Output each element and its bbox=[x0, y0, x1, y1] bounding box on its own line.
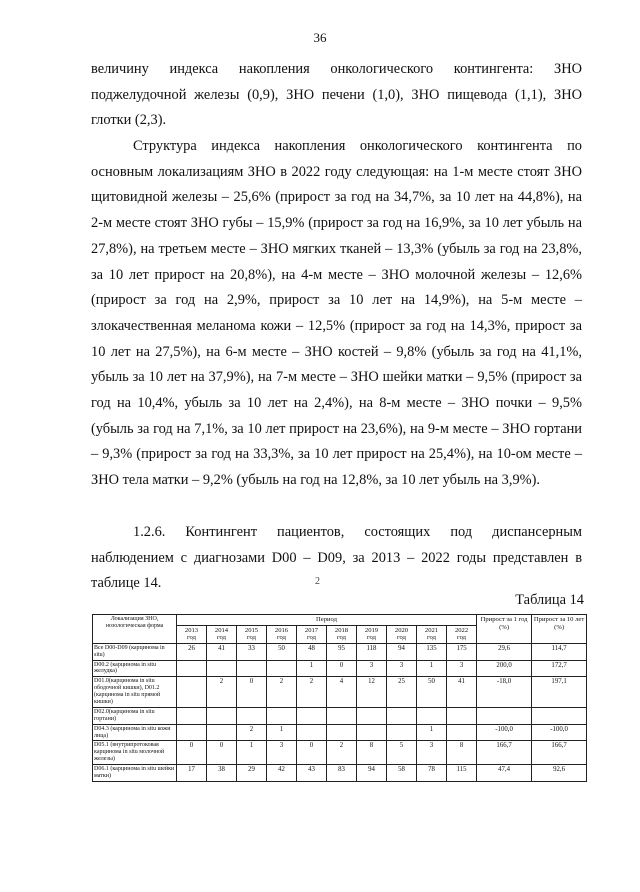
header-year-value: 2022 bbox=[454, 626, 469, 634]
header-year-suffix: год bbox=[216, 634, 226, 642]
row-location: D00.2 (карцинома in situ желудка) bbox=[93, 660, 177, 677]
row-year-value: 3 bbox=[447, 660, 477, 677]
row-year-value: 0 bbox=[207, 741, 237, 765]
row-growth-10y: 197,1 bbox=[532, 677, 587, 708]
row-growth-10y: 172,7 bbox=[532, 660, 587, 677]
row-growth-10y: 114,7 bbox=[532, 643, 587, 660]
header-year-value: 2016 bbox=[274, 626, 289, 634]
row-year-value bbox=[447, 724, 477, 741]
row-year-value: 135 bbox=[417, 643, 447, 660]
row-year-value bbox=[267, 660, 297, 677]
table-caption: Таблица 14 bbox=[515, 592, 584, 608]
row-year-value: 50 bbox=[267, 643, 297, 660]
row-year-value: 8 bbox=[447, 741, 477, 765]
header-growth-10y: Прирост за 10 лет (%) bbox=[532, 615, 587, 644]
header-year-suffix: год bbox=[366, 634, 376, 642]
row-year-value: 94 bbox=[357, 765, 387, 782]
row-year-value: 0 bbox=[177, 741, 207, 765]
row-location: D01.0(карцинома in situ ободочной кишки), D01.2 (карцинома in situ прямой кишки) bbox=[93, 677, 177, 708]
paragraph-3: 1.2.6. Контингент пациентов, состоящих под диспансерным наблюдением с диагнозами D00 – D09, за 2013 – 2022 годы представлен в таблице 14. bbox=[91, 524, 582, 592]
row-year-value: 38 bbox=[207, 765, 237, 782]
stray-mark: 2 bbox=[315, 576, 320, 587]
row-year-value: 95 bbox=[327, 643, 357, 660]
header-year-value: 2020 bbox=[394, 626, 409, 634]
row-year-value: 0 bbox=[327, 660, 357, 677]
header-year-value: 2013 bbox=[184, 626, 199, 634]
header-year bbox=[297, 625, 327, 643]
row-year-value: 2 bbox=[207, 677, 237, 708]
row-year-value: 41 bbox=[207, 643, 237, 660]
row-year-value bbox=[237, 660, 267, 677]
row-year-value bbox=[207, 660, 237, 677]
row-year-value: 1 bbox=[237, 741, 267, 765]
page-number: 36 bbox=[313, 30, 327, 45]
row-year-value bbox=[387, 724, 417, 741]
row-year-value: 78 bbox=[417, 765, 447, 782]
header-year-value: 2014 bbox=[214, 626, 229, 634]
row-growth-1y: 29,6 bbox=[477, 643, 532, 660]
row-year-value bbox=[207, 724, 237, 741]
row-year-value: 8 bbox=[357, 741, 387, 765]
header-year-value: 2018 bbox=[334, 626, 349, 634]
row-year-value: 50 bbox=[417, 677, 447, 708]
row-year-value bbox=[327, 707, 357, 724]
header-year bbox=[207, 625, 237, 643]
header-period: Период bbox=[177, 615, 477, 626]
table-row bbox=[93, 660, 587, 677]
row-year-value: 3 bbox=[417, 741, 447, 765]
table-row bbox=[93, 741, 587, 765]
row-year-value: 1 bbox=[417, 660, 447, 677]
row-year-value bbox=[447, 707, 477, 724]
row-year-value bbox=[357, 724, 387, 741]
row-year-value: 3 bbox=[387, 660, 417, 677]
row-growth-1y: -18,0 bbox=[477, 677, 532, 708]
row-year-value: 41 bbox=[447, 677, 477, 708]
row-year-value: 0 bbox=[297, 741, 327, 765]
table-header-row-1 bbox=[93, 615, 587, 626]
row-year-value: 1 bbox=[267, 724, 297, 741]
row-year-value bbox=[177, 724, 207, 741]
header-year-suffix: год bbox=[186, 634, 196, 642]
header-year-value: 2021 bbox=[424, 626, 439, 634]
row-year-value: 3 bbox=[267, 741, 297, 765]
row-year-value: 58 bbox=[387, 765, 417, 782]
header-year-value: 2019 bbox=[364, 626, 379, 634]
row-year-value: 2 bbox=[237, 724, 267, 741]
paragraph-1: величину индекса накопления онкологического контингента: ЗНО поджелудочной железы (0,9), ЗНО печени (1,0), ЗНО пищевода (1,1), ЗНО глотки (2,3). bbox=[91, 61, 582, 129]
row-year-value: 5 bbox=[387, 741, 417, 765]
row-year-value bbox=[177, 660, 207, 677]
row-growth-1y: 47,4 bbox=[477, 765, 532, 782]
row-growth-10y: 92,6 bbox=[532, 765, 587, 782]
header-year-value: 2017 bbox=[304, 626, 319, 634]
row-year-value: 4 bbox=[327, 677, 357, 708]
row-year-value bbox=[207, 707, 237, 724]
row-year-value bbox=[177, 677, 207, 708]
row-year-value: 33 bbox=[237, 643, 267, 660]
row-year-value bbox=[297, 724, 327, 741]
row-year-value: 26 bbox=[177, 643, 207, 660]
row-location: D05.1 (внутрипротоковая карцинома in situ молочной железы) bbox=[93, 741, 177, 765]
row-year-value: 2 bbox=[327, 741, 357, 765]
row-location: Все D00-D09 (карцинома in situ) bbox=[93, 643, 177, 660]
header-growth-1y: Прирост за 1 год (%) bbox=[477, 615, 532, 644]
header-year bbox=[237, 625, 267, 643]
header-year bbox=[387, 625, 417, 643]
row-year-value bbox=[357, 707, 387, 724]
row-growth-1y bbox=[477, 707, 532, 724]
row-year-value bbox=[267, 707, 297, 724]
row-year-value: 12 bbox=[357, 677, 387, 708]
header-year-value: 2015 bbox=[244, 626, 259, 634]
row-year-value: 42 bbox=[267, 765, 297, 782]
header-location: Локализация ЗНО, нозологическая форма bbox=[93, 615, 177, 644]
row-year-value: 1 bbox=[417, 724, 447, 741]
row-year-value: 2 bbox=[267, 677, 297, 708]
row-location: D06.1 (карцинома in situ шейки матки) bbox=[93, 765, 177, 782]
row-growth-1y: 200,0 bbox=[477, 660, 532, 677]
row-year-value: 17 bbox=[177, 765, 207, 782]
row-growth-1y: -100,0 bbox=[477, 724, 532, 741]
row-year-value: 94 bbox=[387, 643, 417, 660]
header-year-suffix: год bbox=[426, 634, 436, 642]
contingent-table bbox=[92, 614, 587, 782]
table-row bbox=[93, 677, 587, 708]
header-year bbox=[357, 625, 387, 643]
header-year bbox=[267, 625, 297, 643]
header-year-suffix: год bbox=[276, 634, 286, 642]
row-year-value: 118 bbox=[357, 643, 387, 660]
row-year-value: 48 bbox=[297, 643, 327, 660]
row-year-value bbox=[417, 707, 447, 724]
row-year-value bbox=[177, 707, 207, 724]
header-year-suffix: год bbox=[457, 634, 467, 642]
row-year-value bbox=[297, 707, 327, 724]
row-year-value: 43 bbox=[297, 765, 327, 782]
row-year-value: 115 bbox=[447, 765, 477, 782]
table-row bbox=[93, 707, 587, 724]
header-year-suffix: год bbox=[396, 634, 406, 642]
header-year bbox=[417, 625, 447, 643]
header-year-suffix: год bbox=[246, 634, 256, 642]
row-year-value: 25 bbox=[387, 677, 417, 708]
row-year-value bbox=[387, 707, 417, 724]
row-year-value: 175 bbox=[447, 643, 477, 660]
row-year-value: 0 bbox=[237, 677, 267, 708]
table-row bbox=[93, 724, 587, 741]
row-year-value bbox=[237, 707, 267, 724]
row-growth-10y bbox=[532, 707, 587, 724]
paragraph-2: Структура индекса накопления онкологического контингента по основным локализациям ЗНО в 2022 году следующая: на 1-м месте стоят ЗНО щитовидной железы – 25,6% (прирост за год на 34,7%, за 10 лет на 44,8%), на 2-м месте стоят ЗНО губы – 15,9% (прирост за год на 16,9%, за 10 лет убыль на 27,8%), на третьем месте – ЗНО мягких тканей – 13,3% (убыль за год на 23,8%, за 10 лет прирост на 20,8%), на 4-м месте – ЗНО молочной железы – 12,6% (прирост за год на 2,9%, прирост за 10 лет на 14,9%), на 5-м месте – злокачественная меланома кожи – 12,5% (прирост за год на 14,3%, прирост за 10 лет на 27,5%), на 6-м месте – ЗНО костей – 9,8% (убыль за год на 41,1%, убыль за 10 лет на 37,9%), на 7-м месте – ЗНО шейки матки – 9,5% (прирост за год на 10,4%, убыль за 10 лет на 2,4%), на 8-м месте – ЗНО почки – 9,5% (убыль за год на 7,1%, за 10 лет прирост на 23,6%), на 9-м месте – ЗНО гортани – 9,3% (прирост за год на 33,3%, за 10 лет прирост на 25,4%), на 10-ом месте – ЗНО тела матки – 9,2% (убыль на год на 12,8%, за 10 лет убыль на 3,9%). bbox=[91, 138, 582, 489]
row-year-value: 3 bbox=[357, 660, 387, 677]
row-year-value bbox=[327, 724, 357, 741]
row-year-value: 2 bbox=[297, 677, 327, 708]
row-growth-10y: -100,0 bbox=[532, 724, 587, 741]
header-year bbox=[327, 625, 357, 643]
row-year-value: 29 bbox=[237, 765, 267, 782]
header-year bbox=[177, 625, 207, 643]
header-year-suffix: год bbox=[336, 634, 346, 642]
row-year-value: 1 bbox=[297, 660, 327, 677]
row-growth-1y: 166,7 bbox=[477, 741, 532, 765]
row-location: D04.3 (карцинома in situ кожи лица) bbox=[93, 724, 177, 741]
table-row bbox=[93, 765, 587, 782]
table-body bbox=[93, 643, 587, 781]
row-growth-10y: 166,7 bbox=[532, 741, 587, 765]
header-year bbox=[447, 625, 477, 643]
row-year-value: 83 bbox=[327, 765, 357, 782]
header-year-suffix: год bbox=[306, 634, 316, 642]
row-location: D02.0(карцинома in situ гортани) bbox=[93, 707, 177, 724]
table-row bbox=[93, 643, 587, 660]
